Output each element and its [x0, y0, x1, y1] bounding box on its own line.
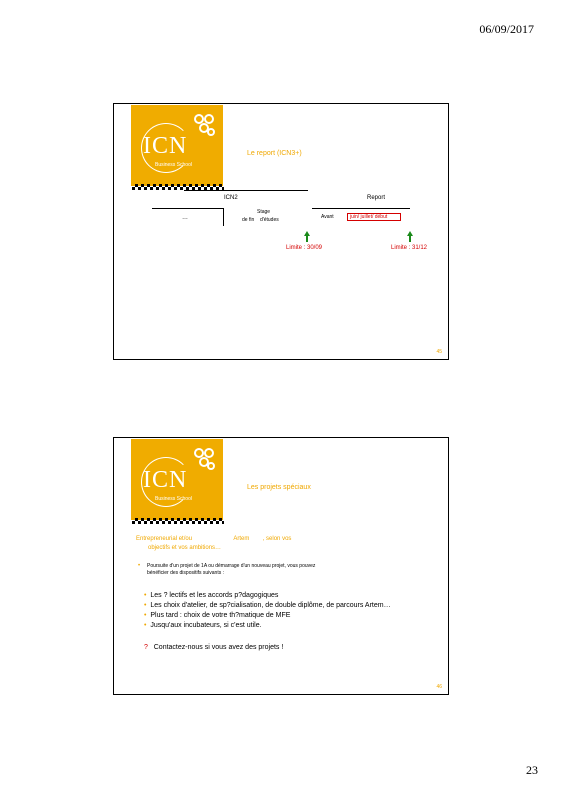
limit-1: Limite : 30/09 — [286, 245, 323, 251]
header-date: 06/09/2017 — [479, 22, 534, 36]
contact-line — [144, 644, 283, 651]
contact-text: Contactez-nous si vous avez des projets ! — [153, 644, 284, 651]
list-item-text: Plus tard : choix de votre th?matique de MFE — [150, 612, 291, 619]
arrow-stem — [409, 236, 411, 242]
logo-dots-icon — [191, 111, 217, 137]
main-bullet-line-2: bénéficier des dispositifs suivants : — [147, 570, 224, 576]
slide-number: 46 — [436, 684, 442, 690]
list-item-text: Les choix d'atelier, de sp?cialisation, de double diplôme, de parcours Artem… — [150, 602, 391, 609]
red-period-box — [347, 213, 401, 221]
slide-title: Le report (ICN3+) — [247, 150, 302, 157]
main-bullet-dot: • — [138, 563, 141, 569]
intro-line-1: Entrepreneurial et/ou Artem , selon vos — [136, 536, 292, 542]
checker-band — [132, 518, 224, 524]
list-item-text: Jusqu'aux incubateurs, si c'est utile. — [150, 622, 262, 629]
slide-number: 45 — [436, 349, 442, 355]
contact-mark: ? — [144, 644, 148, 651]
list-item: • Les choix d'atelier, de sp?cialisation, de double diplôme, de parcours Artem… — [144, 602, 391, 609]
logo-subtext: Business School — [155, 162, 192, 168]
icn-logo — [131, 105, 223, 186]
page-number: 23 — [526, 763, 538, 777]
slide-title: Les projets spéciaux — [247, 484, 311, 491]
arrow-stem — [306, 236, 308, 242]
label-report: Report — [367, 195, 386, 201]
list-item: • Plus tard : choix de votre th?matique de MFE — [144, 612, 291, 619]
timeline-top-line — [184, 190, 308, 191]
main-bullet-line-1: Poursuite d'un projet de 1A ou démarrage d'un nouveau projet, vous pouvez — [147, 563, 316, 569]
stage-label: Stage — [257, 209, 271, 215]
intro-line-2: objectifs et vos ambitions… — [148, 545, 222, 551]
logo-text: ICN — [143, 467, 188, 493]
label-icn2: ICN2 — [224, 195, 238, 201]
list-item-text: Les ? lectifs et les accords p?dagogiques — [150, 592, 279, 599]
logo-text: ICN — [143, 133, 188, 159]
slide-report — [113, 103, 449, 360]
slide-special-projects — [113, 437, 449, 695]
timeline-left-line — [152, 208, 224, 209]
stage-right: d'études — [260, 217, 279, 223]
stage-left: de fin — [242, 217, 255, 223]
timeline-divider — [223, 208, 224, 226]
avant-label: Avant — [321, 214, 334, 220]
list-item: • Jusqu'aux incubateurs, si c'est utile. — [144, 622, 262, 629]
logo-subtext: Business School — [155, 496, 192, 502]
icn-logo — [131, 439, 223, 520]
logo-dots-icon — [191, 445, 217, 471]
limit-2: Limite : 31/12 — [391, 245, 428, 251]
list-item: • Les ? lectifs et les accords p?dagogiques — [144, 592, 279, 599]
timeline-dots: … — [182, 215, 188, 221]
red-box-text: juin/ juillet/ début — [350, 214, 388, 220]
report-line — [312, 208, 410, 209]
